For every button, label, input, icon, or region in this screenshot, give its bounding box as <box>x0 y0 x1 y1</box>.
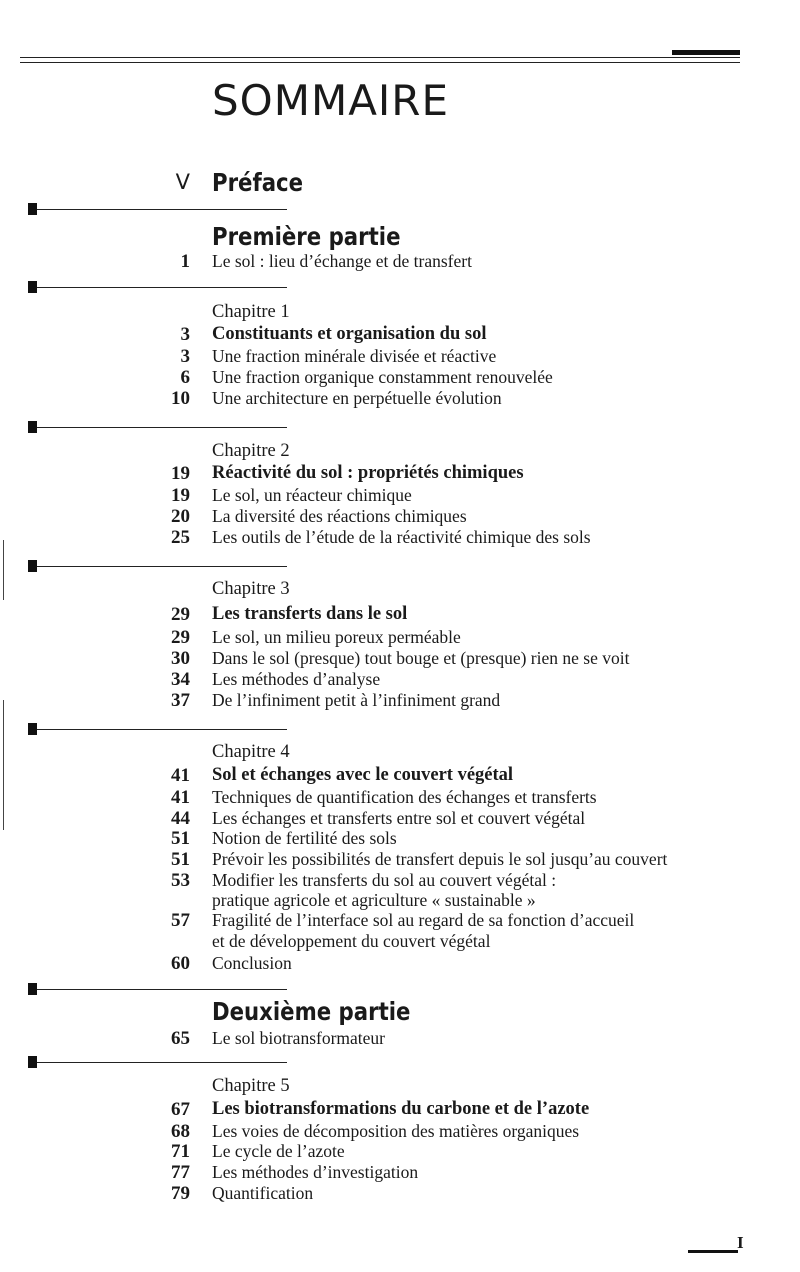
preface-heading: Préface <box>212 168 304 197</box>
entry-page-number: 34 <box>171 669 190 690</box>
entry-page-number: 6 <box>180 367 190 388</box>
entry-page-number: 51 <box>171 849 190 870</box>
entry-page-number: 20 <box>171 506 190 527</box>
section-marker <box>28 983 37 995</box>
toc-entry: Les échanges et transferts entre sol et couvert végétal <box>212 808 586 828</box>
toc-entry: Le sol, un réacteur chimique <box>212 485 412 505</box>
toc-entry: Quantification <box>212 1183 314 1203</box>
chapter-title: Réactivité du sol : propriétés chimiques <box>212 463 524 483</box>
toc-entry: De l’infiniment petit à l’infiniment grand <box>212 690 501 710</box>
chapter-label: Chapitre 1 <box>212 302 290 322</box>
toc-entry: Notion de fertilité des sols <box>212 828 397 848</box>
toc-entry: Une fraction organique constamment renouvelée <box>212 367 553 387</box>
toc-entry: Les outils de l’étude de la réactivité chimique des sols <box>212 527 591 547</box>
entry-page-number: 25 <box>171 527 190 548</box>
entry-page-number: 77 <box>171 1162 190 1183</box>
entry-page-number: 37 <box>171 690 190 711</box>
chapter-label: Chapitre 2 <box>212 441 290 461</box>
chapter-title: Les biotransformations du carbone et de l’azote <box>212 1099 590 1119</box>
section-marker <box>28 723 37 735</box>
entry-page-number: 71 <box>171 1141 190 1162</box>
chapter-title: Constituants et organisation du sol <box>212 324 487 344</box>
entry-page-number: 10 <box>171 388 190 409</box>
section-divider <box>37 566 287 567</box>
header-rule-2 <box>20 62 740 63</box>
toc-entry: Conclusion <box>212 953 292 973</box>
toc-entry: Le cycle de l’azote <box>212 1141 345 1161</box>
page-number: I <box>737 1233 744 1252</box>
entry-page-number: 19 <box>171 485 190 506</box>
toc-entry: La diversité des réactions chimiques <box>212 506 467 526</box>
part1-page-number: 1 <box>180 251 190 272</box>
toc-entry-continuation: pratique agricole et agriculture « sustainable » <box>212 890 536 910</box>
header-rule-thick <box>672 50 740 55</box>
chapter-label: Chapitre 5 <box>212 1076 290 1096</box>
toc-entry: Fragilité de l’interface sol au regard de sa fonction d’accueil <box>212 910 635 930</box>
toc-entry: Les méthodes d’analyse <box>212 669 381 689</box>
part1-subtitle: Le sol : lieu d’échange et de transfert <box>212 251 472 271</box>
section-divider <box>37 427 287 428</box>
toc-entry: Une architecture en perpétuelle évolution <box>212 388 502 408</box>
chapter-label: Chapitre 4 <box>212 742 290 762</box>
toc-entry: Dans le sol (presque) tout bouge et (presque) rien ne se voit <box>212 648 630 668</box>
entry-page-number: 41 <box>171 787 190 808</box>
part2-heading: Deuxième partie <box>212 997 411 1026</box>
entry-page-number: 29 <box>171 627 190 648</box>
footer-rule <box>688 1250 738 1253</box>
chapter-title: Les transferts dans le sol <box>212 604 408 624</box>
section-divider <box>37 287 287 288</box>
preface-page-number: V <box>175 170 190 194</box>
section-divider <box>37 989 287 990</box>
chapter-page-number: 29 <box>171 604 190 625</box>
toc-entry: Modifier les transferts du sol au couvert végétal : <box>212 870 557 890</box>
entry-page-number: 53 <box>171 870 190 891</box>
section-divider <box>37 209 287 210</box>
toc-entry: Le sol, un milieu poreux perméable <box>212 627 461 647</box>
section-marker <box>28 421 37 433</box>
entry-page-number: 3 <box>180 346 190 367</box>
toc-entry: Une fraction minérale divisée et réactive <box>212 346 497 366</box>
margin-mark <box>3 700 4 830</box>
entry-page-number: 51 <box>171 828 190 849</box>
entry-page-number: 30 <box>171 648 190 669</box>
chapter-page-number: 3 <box>180 324 190 345</box>
chapter-label: Chapitre 3 <box>212 579 290 599</box>
section-marker <box>28 560 37 572</box>
part2-page-number: 65 <box>171 1028 190 1049</box>
margin-mark <box>3 540 4 600</box>
chapter-page-number: 41 <box>171 765 190 786</box>
part1-heading: Première partie <box>212 222 401 251</box>
entry-page-number: 44 <box>171 808 190 829</box>
page-title: SOMMAIRE <box>212 76 450 125</box>
toc-entry: Prévoir les possibilités de transfert depuis le sol jusqu’au couvert <box>212 849 668 869</box>
section-divider <box>37 729 287 730</box>
toc-entry: Techniques de quantification des échanges et transferts <box>212 787 597 807</box>
section-divider <box>37 1062 287 1063</box>
section-marker <box>28 203 37 215</box>
header-rule <box>20 57 740 58</box>
entry-page-number: 57 <box>171 910 190 931</box>
part2-subtitle: Le sol biotransformateur <box>212 1028 386 1048</box>
toc-entry-continuation: et de développement du couvert végétal <box>212 931 491 951</box>
entry-page-number: 60 <box>171 953 190 974</box>
toc-entry: Les méthodes d’investigation <box>212 1162 419 1182</box>
section-marker <box>28 1056 37 1068</box>
chapter-page-number: 19 <box>171 463 190 484</box>
chapter-title: Sol et échanges avec le couvert végétal <box>212 765 514 785</box>
toc-entry: Les voies de décomposition des matières organiques <box>212 1121 580 1141</box>
entry-page-number: 79 <box>171 1183 190 1204</box>
section-marker <box>28 281 37 293</box>
entry-page-number: 68 <box>171 1121 190 1142</box>
chapter-page-number: 67 <box>171 1099 190 1120</box>
